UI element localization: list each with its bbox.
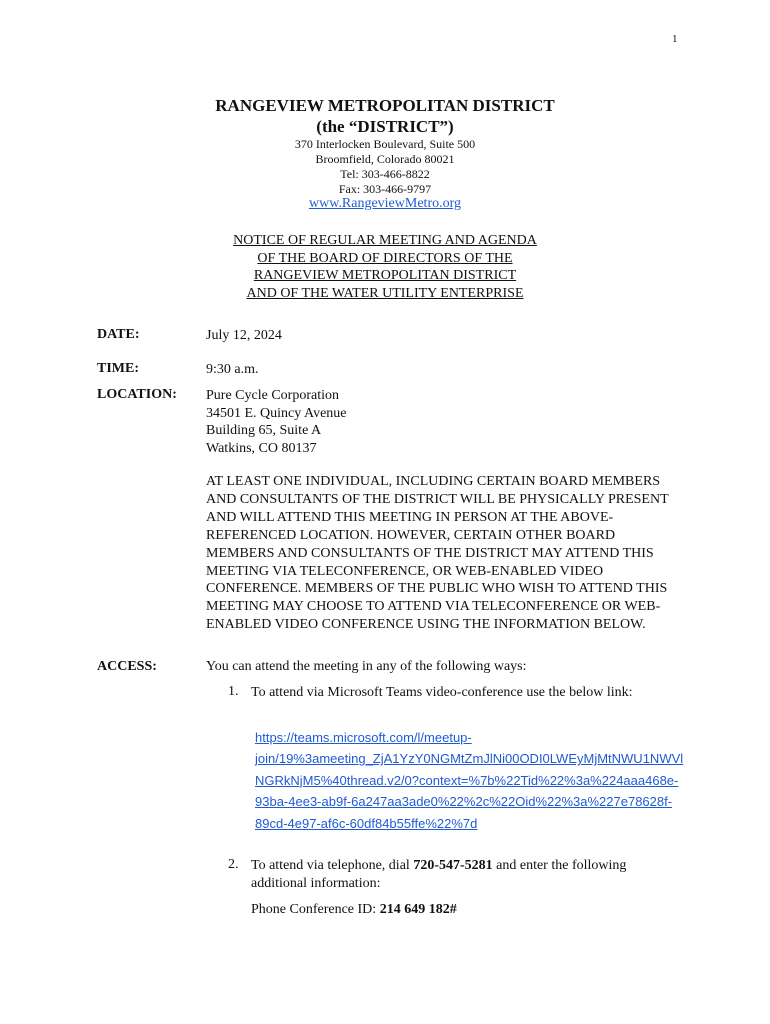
teams-link-line[interactable]: join/19%3ameeting_ZjA1YzY0NGMtZmJlNi00ODI0LWEyMjMtNWU1NWVl xyxy=(255,751,684,767)
dial-in-number: 720-547-5281 xyxy=(413,858,493,873)
date-label: DATE: xyxy=(97,327,140,342)
attendance-line: REFERENCED LOCATION. HOWEVER, CERTAIN OTHER BOARD xyxy=(206,527,616,543)
teams-link-line[interactable]: 93ba-4ee3-ab9f-6a247aa3ade0%22%2c%22Oid%22%3a%227e78628f- xyxy=(255,794,673,810)
attendance-line: CONFERENCE. MEMBERS OF THE PUBLIC WHO WISH TO ATTEND THIS xyxy=(206,581,668,597)
list-item-teams: To attend via Microsoft Teams video-conference use the below link: xyxy=(251,685,633,700)
address-line-1: 370 Interlocken Boulevard, Suite 500 xyxy=(294,137,476,151)
address-line-2: Broomfield, Colorado 80021 xyxy=(315,152,455,166)
conference-id-label: Phone Conference ID: xyxy=(251,902,380,917)
location-line-4: Watkins, CO 80137 xyxy=(206,440,317,456)
notice-line-1: NOTICE OF REGULAR MEETING AND AGENDA xyxy=(233,233,537,248)
telephone: Tel: 303-466-8822 xyxy=(340,167,430,181)
telephone-instruction-line-2: additional information: xyxy=(251,875,381,891)
list-item-number-1: 1. xyxy=(228,684,239,699)
attendance-line: AT LEAST ONE INDIVIDUAL, INCLUDING CERTAIN BOARD MEMBERS xyxy=(206,474,661,489)
location-line-2: 34501 E. Quincy Avenue xyxy=(206,405,347,421)
attendance-line: AND WILL ATTEND THIS MEETING IN PERSON AT THE ABOVE- xyxy=(206,509,614,525)
notice-heading xyxy=(0,232,770,302)
notice-line-4: AND OF THE WATER UTILITY ENTERPRISE xyxy=(246,285,524,301)
time-label: TIME: xyxy=(97,361,139,376)
page-number: 1 xyxy=(672,33,678,45)
teams-link-line[interactable]: https://teams.microsoft.com/l/meetup- xyxy=(255,730,472,745)
location-line-1: Pure Cycle Corporation xyxy=(206,388,339,403)
location-value xyxy=(206,387,347,457)
list-item-telephone xyxy=(251,857,626,892)
fax: Fax: 303-466-9797 xyxy=(338,182,432,196)
list-item-number-2: 2. xyxy=(228,857,239,872)
teams-link-line[interactable]: 89cd-4e97-af6c-60df84b55ffe%22%7d xyxy=(255,815,478,831)
date-value: July 12, 2024 xyxy=(206,328,282,343)
notice-line-2: OF THE BOARD OF DIRECTORS OF THE xyxy=(257,250,513,266)
time-value: 9:30 a.m. xyxy=(206,362,259,377)
attendance-line: MEETING MAY CHOOSE TO ATTEND VIA TELECONFERENCE OR WEB- xyxy=(206,599,661,615)
document-title xyxy=(0,95,770,137)
telephone-text-after: and enter the following xyxy=(492,858,627,873)
teams-meeting-link[interactable] xyxy=(255,727,725,834)
attendance-line: AND CONSULTANTS OF THE DISTRICT WILL BE PHYSICALLY PRESENT xyxy=(206,491,669,507)
access-intro: You can attend the meeting in any of the following ways: xyxy=(206,659,527,674)
district-address xyxy=(0,137,770,197)
access-label: ACCESS: xyxy=(97,659,157,674)
telephone-instruction-line-1 xyxy=(251,857,626,875)
attendance-line: ENABLED VIDEO CONFERENCE USING THE INFORMATION BELOW. xyxy=(206,617,646,633)
website-link-wrapper xyxy=(0,196,770,212)
attendance-line: MEETING VIA TELECONFERENCE, OR WEB-ENABLED VIDEO xyxy=(206,563,604,579)
location-label: LOCATION: xyxy=(97,387,177,402)
conference-id-line xyxy=(251,901,457,919)
website-link[interactable]: www.RangeviewMetro.org xyxy=(308,196,462,211)
attendance-notice xyxy=(206,473,726,634)
conference-id-value: 214 649 182# xyxy=(379,902,457,917)
teams-link-line[interactable]: NGRkNjM5%40thread.v2/0?context=%7b%22Tid%22%3a%224aaa468e- xyxy=(255,772,679,788)
attendance-line: MEMBERS AND CONSULTANTS OF THE DISTRICT MAY ATTEND THIS xyxy=(206,545,654,561)
location-line-3: Building 65, Suite A xyxy=(206,423,322,438)
title-line-1: RANGEVIEW METROPOLITAN DISTRICT xyxy=(215,96,555,115)
telephone-text-before: To attend via telephone, dial xyxy=(251,858,414,873)
title-line-2: (the “DISTRICT”) xyxy=(316,117,454,136)
notice-line-3: RANGEVIEW METROPOLITAN DISTRICT xyxy=(253,268,517,283)
